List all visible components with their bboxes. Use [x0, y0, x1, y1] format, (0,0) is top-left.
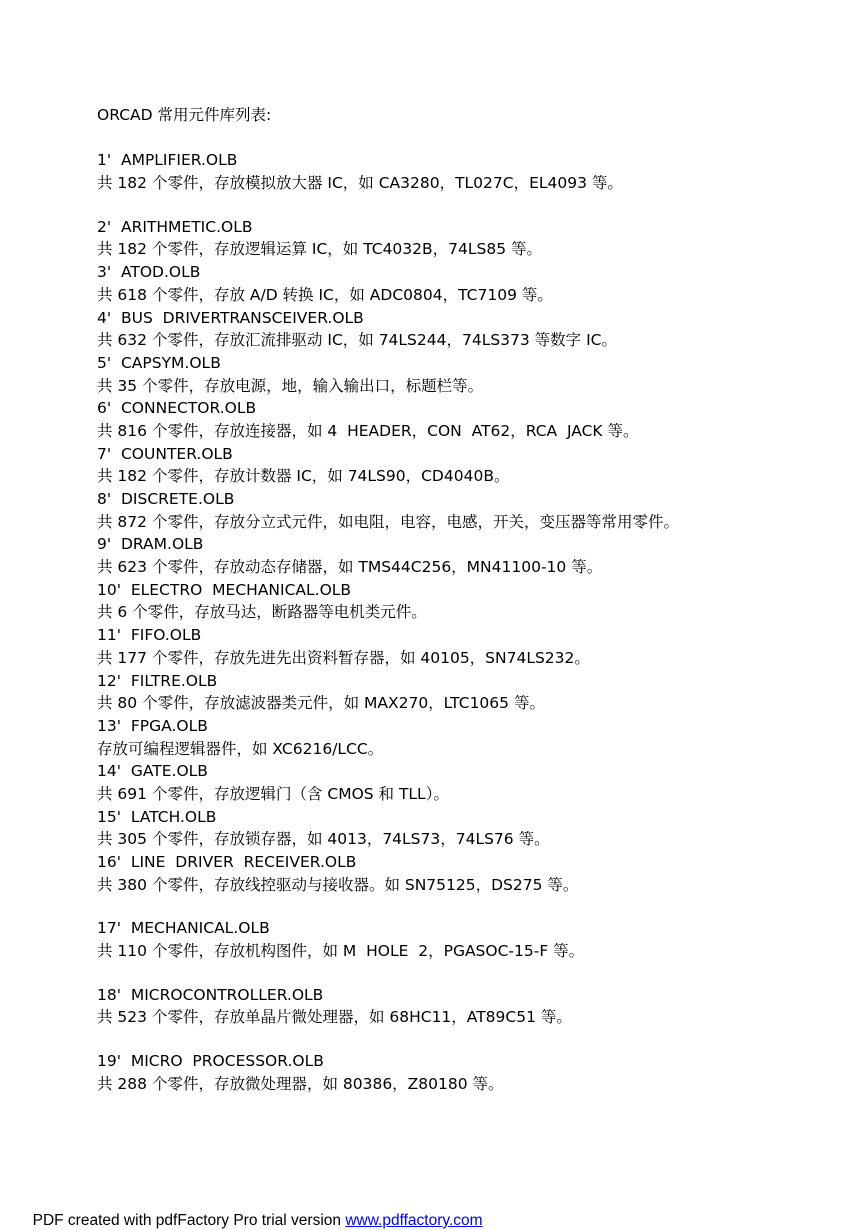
library-description: 共 182 个零件，存放模拟放大器 IC，如 CA3280，TL027C，EL4093 等。 [97, 174, 623, 193]
library-name: 12' FILTRE.OLB [97, 671, 218, 690]
library-name: 7' COUNTER.OLB [97, 444, 233, 463]
library-name: 11' FIFO.OLB [97, 626, 202, 645]
library-name: 19' MICRO PROCESSOR.OLB [97, 1052, 324, 1071]
library-name: 6' CONNECTOR.OLB [97, 399, 257, 418]
document-title: ORCAD 常用元件库列表: [97, 106, 272, 124]
library-description: 共 35 个零件，存放电源，地，输入输出口，标题栏等。 [97, 376, 484, 395]
pdf-footer [24, 1194, 483, 1230]
library-name: 3' ATOD.OLB [97, 263, 201, 282]
library-description: 共 691 个零件，存放逻辑门（含 CMOS 和 TLL）。 [97, 784, 449, 803]
library-name: 5' CAPSYM.OLB [97, 353, 221, 372]
library-name: 16' LINE DRIVER RECEIVER.OLB [97, 853, 357, 871]
library-name: 2' ARITHMETIC.OLB [97, 217, 253, 236]
library-description: 共 182 个零件，存放逻辑运算 IC，如 TC4032B，74LS85 等。 [97, 240, 542, 259]
library-name: 4' BUS DRIVERTRANSCEIVER.OLB [97, 308, 364, 327]
library-description: 存放可编程逻辑器件，如 XC6216/LCC。 [97, 739, 384, 758]
library-name: 1' AMPLIFIER.OLB [97, 151, 238, 170]
library-description: 共 618 个零件，存放 A/D 转换 IC，如 ADC0804，TC7109 等。 [97, 285, 553, 304]
library-description: 共 623 个零件，存放动态存储器，如 TMS44C256，MN41100-10 等。 [97, 558, 603, 577]
library-description: 共 872 个零件，存放分立式元件，如电阻，电容，电感，开关，变压器等常用零件。 [97, 512, 679, 531]
paragraph-gap [97, 1029, 837, 1050]
library-description: 共 177 个零件，存放先进先出资料暂存器，如 40105，SN74LS232。 [97, 648, 590, 667]
library-name: 10' ELECTRO MECHANICAL.OLB [97, 580, 352, 599]
library-name: 14' GATE.OLB [97, 762, 208, 781]
library-description: 共 523 个零件，存放单晶片微处理器，如 68HC11，AT89C51 等。 [97, 1008, 572, 1027]
library-list [97, 149, 837, 1095]
paragraph-gap [97, 896, 837, 917]
library-description: 共 816 个零件，存放连接器，如 4 HEADER，CON AT62，RCA JACK 等。 [97, 421, 639, 440]
library-name: 18' MICROCONTROLLER.OLB [97, 985, 324, 1004]
footer-text: PDF created with pdfFactory Pro trial version [32, 1212, 346, 1229]
footer-link[interactable]: www.pdffactory.com [345, 1212, 483, 1229]
library-description: 共 380 个零件，存放线控驱动与接收器。如 SN75125，DS275 等。 [97, 875, 579, 894]
library-description: 共 632 个零件，存放汇流排驱动 IC，如 74LS244，74LS373 等数字 IC。 [97, 331, 618, 350]
library-description: 共 6 个零件，存放马达，断路器等电机类元件。 [97, 603, 427, 622]
library-description: 共 80 个零件，存放滤波器类元件，如 MAX270，LTC1065 等。 [97, 694, 545, 713]
paragraph-gap [97, 963, 837, 984]
library-name: 15' LATCH.OLB [97, 807, 217, 826]
library-name: 17' MECHANICAL.OLB [97, 919, 270, 938]
library-name: 13' FPGA.OLB [97, 716, 208, 735]
library-description: 共 288 个零件，存放微处理器，如 80386，Z80180 等。 [97, 1074, 504, 1093]
library-description: 共 182 个零件，存放计数器 IC，如 74LS90，CD4040B。 [97, 467, 510, 486]
library-name: 8' DISCRETE.OLB [97, 490, 235, 508]
paragraph-gap [97, 195, 837, 216]
document-body [97, 104, 837, 1096]
library-description: 共 305 个零件，存放锁存器，如 4013，74LS73，74LS76 等。 [97, 830, 550, 849]
library-name: 9' DRAM.OLB [97, 535, 204, 554]
library-description: 共 110 个零件，存放机构图件，如 M HOLE 2，PGASOC-15-F 等。 [97, 942, 585, 961]
